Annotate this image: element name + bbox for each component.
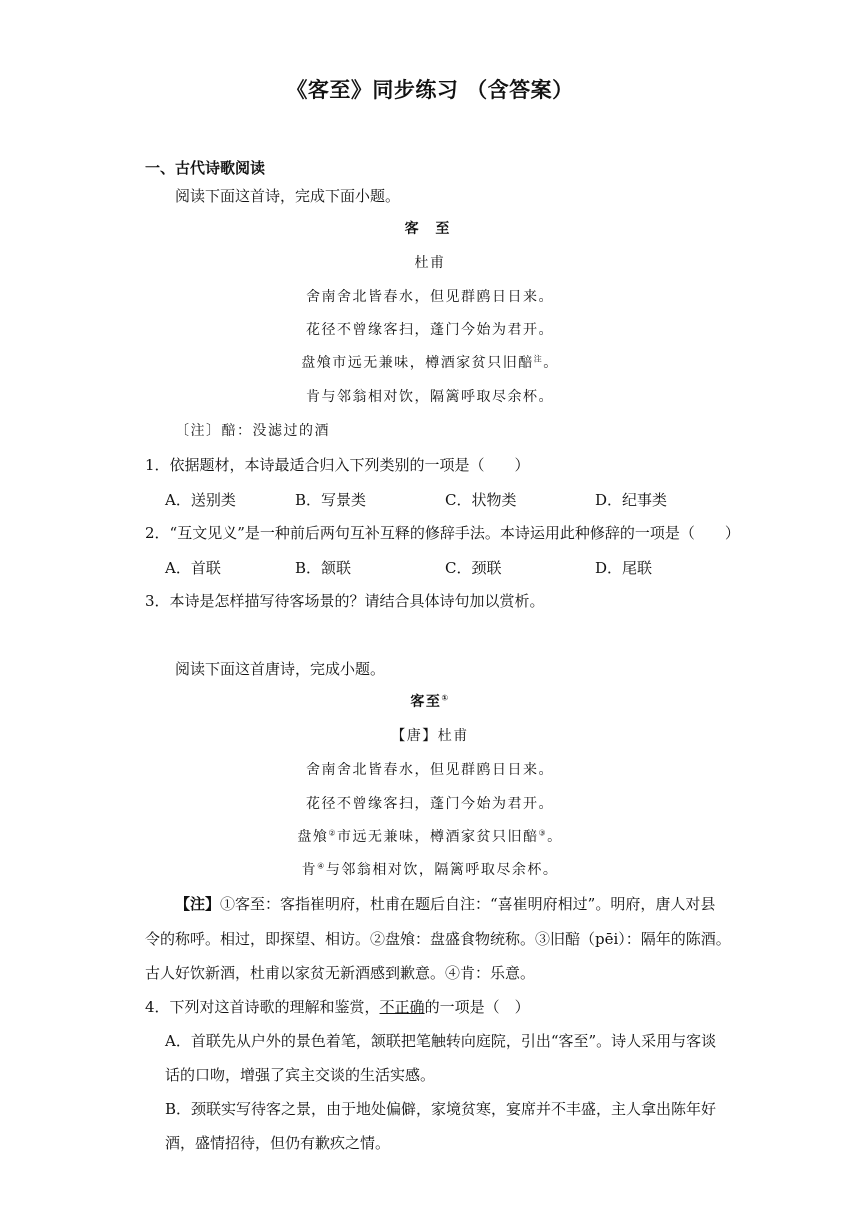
question-4-option-b-line-2: 酒，盛情招待，但仍有歉疚之情。: [165, 1134, 391, 1152]
footnote-mark: ③: [538, 828, 548, 838]
emphasis-underline: 不正确: [379, 998, 425, 1016]
poem2-title: 客至①: [410, 693, 450, 710]
question-4-option-b-line-1: B．颈联实写待客之景，由于地处偏僻，家境贫寒，宴席并不丰盛，主人拿出陈年好: [165, 1100, 717, 1118]
document-title: 《客至》同步练习 （含答案）: [286, 77, 574, 102]
footnote-mark: 注: [533, 354, 544, 364]
poem2-note-line-2: 令的称呼。相过，即探望、相访。②盘飧：盘盛食物统称。③旧醅（pēi）：隔年的陈酒。: [145, 930, 731, 948]
poem2-line-1: 舍南舍北皆春水，但见群鸥日日来。: [306, 762, 554, 778]
poem1-note: 〔注〕醅：没滤过的酒: [175, 423, 330, 439]
poem2-line-3: 盘飧②市远无兼味，樽酒家贫只旧醅③。: [297, 828, 563, 845]
poem2-note-line-1: 【注】①客至：客指崔明府，杜甫在题后自注：“喜崔明府相过”。明府，唐人对县: [175, 895, 716, 913]
question-2-option-b: B．颔联: [295, 559, 352, 577]
poem1-line-1: 舍南舍北皆春水，但见群鸥日日来。: [306, 289, 554, 305]
footnote-mark: ②: [328, 828, 337, 838]
footnote-mark: ①: [441, 693, 450, 703]
footnote-mark: ④: [317, 861, 326, 871]
section-heading: 一、古代诗歌阅读: [145, 159, 266, 177]
question-2-option-c: C．颈联: [445, 559, 502, 577]
question-1-option-d: D．纪事类: [595, 491, 668, 509]
question-2-option-a: A．首联: [165, 559, 221, 577]
reading-instruction-1: 阅读下面这首诗，完成下面小题。: [175, 187, 401, 205]
question-4-option-a-line-1: A．首联先从户外的景色着笔，颔联把笔触转向庭院，引出“客至”。诗人采用与客谈: [165, 1032, 717, 1050]
note-label: 【注】: [175, 895, 221, 913]
poem2-note-line-3: 古人好饮新酒，杜甫以家贫无新酒感到歉意。④肯：乐意。: [145, 964, 536, 982]
question-1-option-c: C．状物类: [445, 491, 517, 509]
question-2-option-d: D．尾联: [595, 559, 653, 577]
question-4-option-a-line-2: 话的口吻，增强了宾主交谈的生活实感。: [165, 1066, 436, 1084]
question-1-stem: 1．依据题材，本诗最适合归入下列类别的一项是（ ）: [145, 456, 530, 474]
poem2-author: 【唐】杜甫: [391, 728, 469, 744]
poem1-author: 杜甫: [414, 255, 446, 271]
poem1-line-3: 盘飧市远无兼味，樽酒家贫只旧醅$^注$。: [301, 354, 559, 371]
question-1-option-a: A．送别类: [165, 491, 236, 509]
question-3-stem: 3．本诗是怎样描写待客场景的？请结合具体诗句加以赏析。: [145, 592, 545, 610]
question-4-stem: 4．下列对这首诗歌的理解和鉴赏，不正确的一项是（ ）: [145, 998, 530, 1016]
reading-instruction-2: 阅读下面这首唐诗，完成小题。: [175, 660, 386, 678]
poem1-title: 客 至: [404, 221, 456, 237]
poem2-line-2: 花径不曾缘客扫，蓬门今始为君开。: [306, 796, 554, 812]
question-1-option-b: B．写景类: [295, 491, 367, 509]
poem1-line-2: 花径不曾缘客扫，蓬门今始为君开。: [306, 322, 554, 338]
poem1-line-4: 肯与邻翁相对饮，隔篱呼取尽余杯。: [306, 389, 554, 405]
question-2-stem: 2．“互文见义”是一种前后两句互补互释的修辞手法。本诗运用此种修辞的一项是（ ）: [145, 524, 740, 542]
poem2-line-4: 肯④与邻翁相对饮，隔篱呼取尽余杯。: [301, 861, 559, 878]
